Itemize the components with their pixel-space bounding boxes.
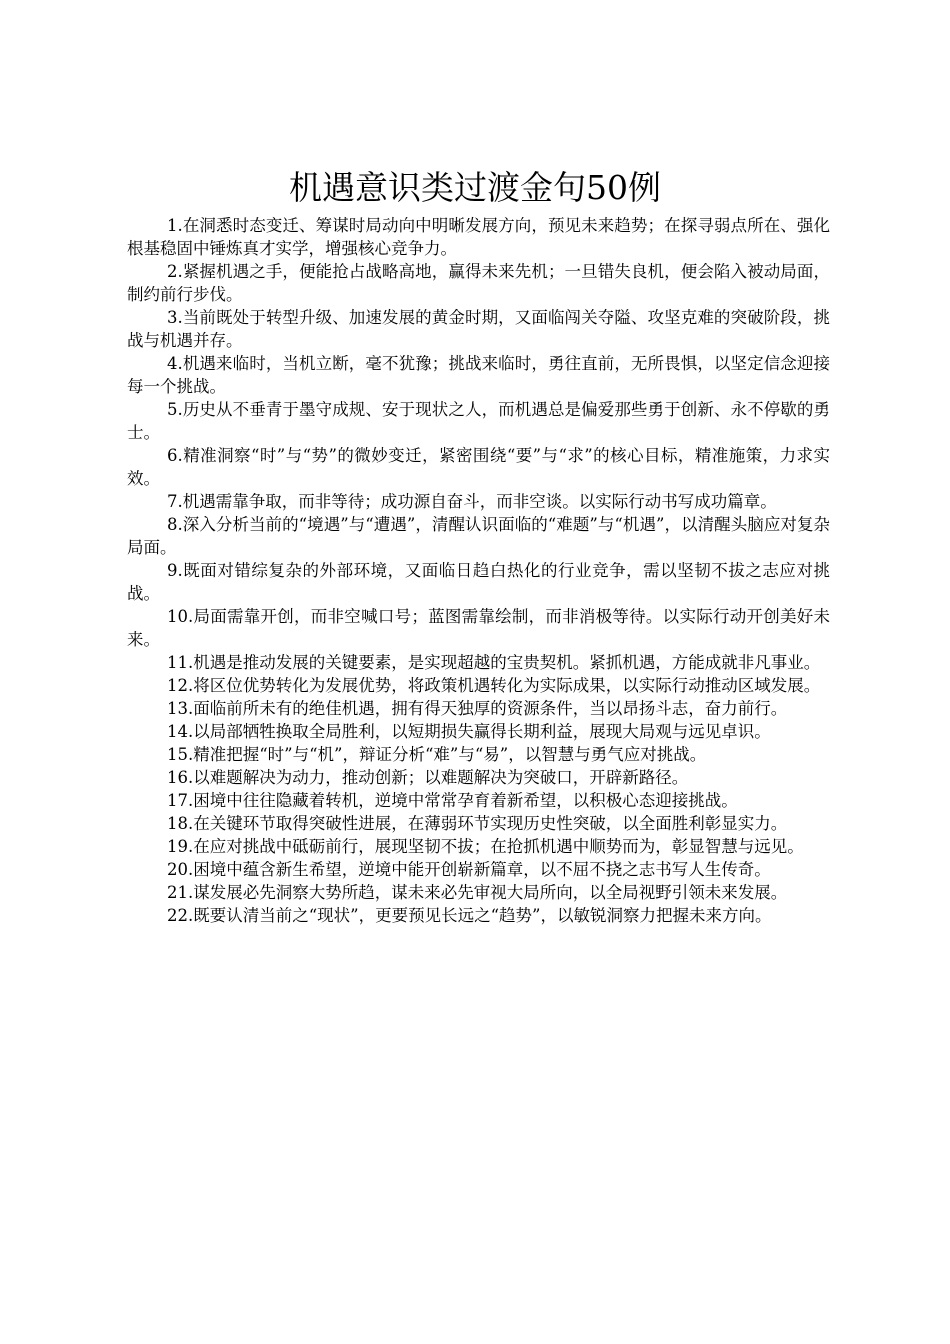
- quote-item-3: 3.当前既处于转型升级、加速发展的黄金时期，又面临闯关夺隘、攻坚克难的突破阶段，挑战与机遇并存。: [127, 308, 830, 350]
- quote-item-9: 9.既面对错综复杂的外部环境，又面临日趋白热化的行业竞争，需以坚韧不拔之志应对挑战。: [127, 561, 830, 603]
- quote-item-4: 4.机遇来临时，当机立断，毫不犹豫；挑战来临时，勇往直前，无所畏惧，以坚定信念迎接每一个挑战。: [127, 354, 830, 396]
- quote-item-2: 2.紧握机遇之手，便能抢占战略高地，赢得未来先机；一旦错失良机，便会陷入被动局面，制约前行步伐。: [127, 262, 830, 304]
- quote-item-7: 7.机遇需靠争取，而非等待；成功源自奋斗，而非空谈。以实际行动书写成功篇章。: [167, 492, 777, 511]
- quote-item-21: 21.谋发展必先洞察大势所趋，谋未来必先审视大局所向，以全局视野引领未来发展。: [167, 883, 788, 902]
- quote-item-19: 19.在应对挑战中砥砺前行，展现坚韧不拔；在抢抓机遇中顺势而为，彰显智慧与远见。: [167, 837, 804, 856]
- quote-list: [127, 214, 830, 927]
- quote-item-12: 12.将区位优势转化为发展优势，将政策机遇转化为实际成果，以实际行动推动区域发展。: [167, 676, 821, 695]
- quote-item-16: 16.以难题解决为动力，推动创新；以难题解决为突破口，开辟新路径。: [167, 768, 689, 787]
- quote-item-11: 11.机遇是推动发展的关键要素，是实现超越的宝贵契机。紧抓机遇，方能成就非凡事业。: [167, 653, 821, 672]
- document-title: 机遇意识类过渡金句50例: [289, 168, 661, 207]
- quote-item-10: 10.局面需靠开创，而非空喊口号；蓝图需靠绘制，而非消极等待。以实际行动开创美好未来。: [127, 607, 830, 649]
- quote-item-5: 5.历史从不垂青于墨守成规、安于现状之人，而机遇总是偏爱那些勇于创新、永不停歇的勇士。: [127, 400, 830, 442]
- quote-item-13: 13.面临前所未有的绝佳机遇，拥有得天独厚的资源条件，当以昂扬斗志，奋力前行。: [167, 699, 788, 718]
- quote-item-6: 6.精准洞察“时”与“势”的微妙变迁，紧密围绕“要”与“求”的核心目标，精准施策，力求实效。: [127, 446, 830, 488]
- quote-item-1: 1.在洞悉时态变迁、筹谋时局动向中明晰发展方向，预见未来趋势；在探寻弱点所在、强化根基稳固中锤炼真才实学，增强核心竞争力。: [127, 216, 830, 258]
- quote-item-8: 8.深入分析当前的“境遇”与“遭遇”，清醒认识面临的“难题”与“机遇”，以清醒头脑应对复杂局面。: [127, 515, 830, 557]
- quote-item-20: 20.困境中蕴含新生希望，逆境中能开创崭新篇章，以不屈不挠之志书写人生传奇。: [167, 860, 771, 879]
- quote-item-22: 22.既要认清当前之“现状”，更要预见长远之“趋势”，以敏锐洞察力把握未来方向。: [167, 906, 772, 925]
- quote-item-18: 18.在关键环节取得突破性进展，在薄弱环节实现历史性突破，以全面胜利彰显实力。: [167, 814, 788, 833]
- quote-item-15: 15.精准把握“时”与“机”，辩证分析“难”与“易”，以智慧与勇气应对挑战。: [167, 745, 707, 764]
- quote-item-14: 14.以局部牺牲换取全局胜利，以短期损失赢得长期利益，展现大局观与远见卓识。: [167, 722, 771, 741]
- quote-item-17: 17.困境中往往隐藏着转机，逆境中常常孕育着新希望，以积极心态迎接挑战。: [167, 791, 738, 810]
